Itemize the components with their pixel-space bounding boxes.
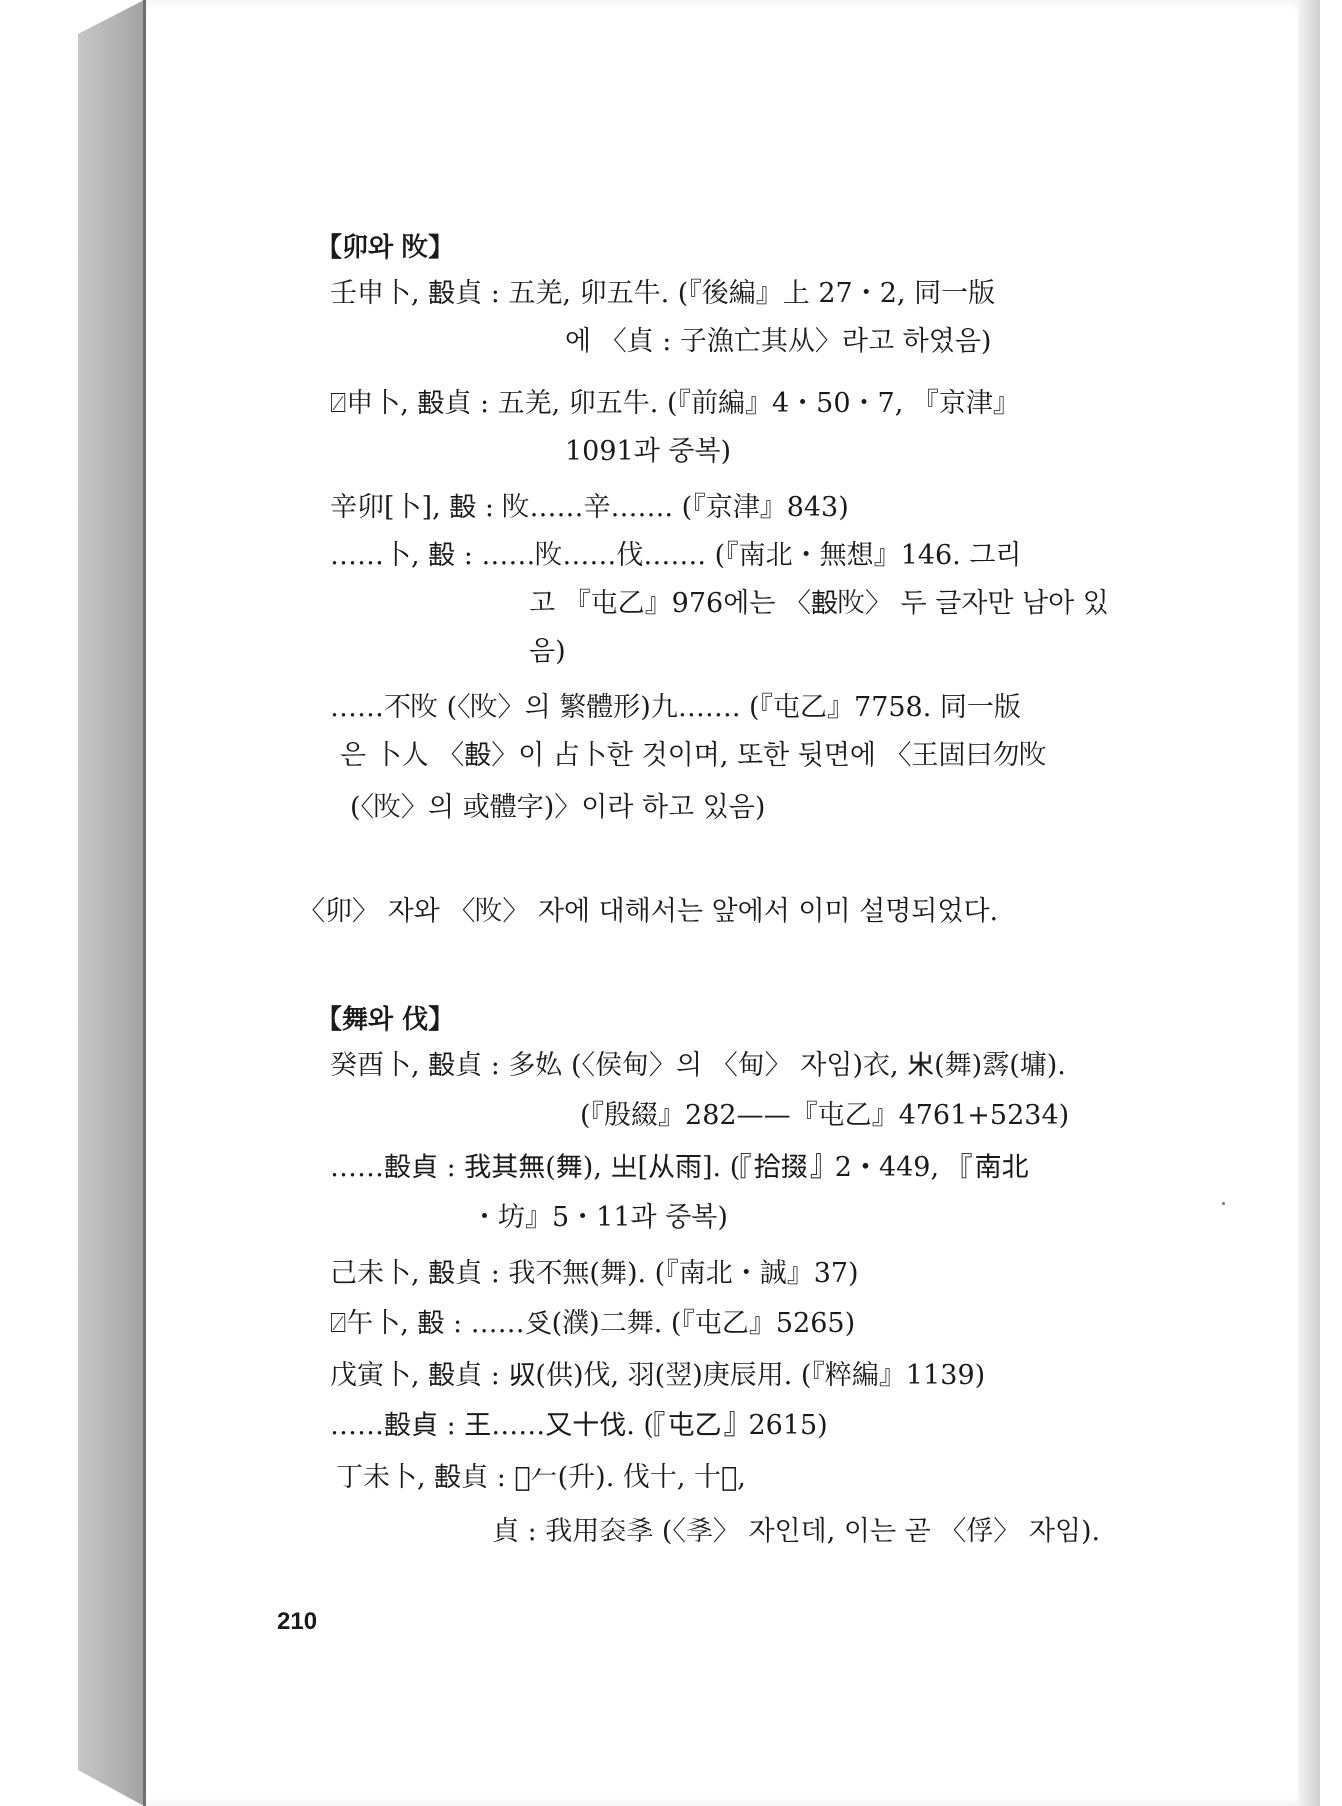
text-line: ・坊』5・11과 중복) xyxy=(471,1202,728,1233)
text-line: 에 〈貞 : 子漁亡其从〉라고 하였음) xyxy=(565,326,992,357)
text-line: (〈𢻮〉의 或體字)〉이라 하고 있음) xyxy=(350,792,766,823)
text-line: 辛卯[卜], 𣪠 : 𢻮……辛……. (『京津』843) xyxy=(330,492,849,523)
book-spine xyxy=(78,0,144,1806)
text-line: 丁未卜, 𣪠貞 : 𨡦𠂉(升). 伐十, 十𡆥, xyxy=(336,1462,746,1493)
body-paragraph: 〈卯〉 자와 〈𢻮〉 자에 대해서는 앞에서 이미 설명되었다. xyxy=(298,896,999,927)
text-line: ……不𢻮 (〈𢻮〉의 繁體形)九……. (『屯乙』7758. 同一版 xyxy=(330,692,1021,723)
page-number: 210 xyxy=(277,1608,318,1635)
text-line: 1091과 중복) xyxy=(565,436,732,467)
section-heading-1: 【卯와 𢻮】 xyxy=(316,233,455,263)
text-line: 戊寅卜, 𣪠貞 : 𠬞(供)伐, 羽(翌)庚辰用. (『粹編』1139) xyxy=(330,1360,986,1391)
section-heading-2: 【舞와 伐】 xyxy=(316,1005,455,1035)
text-line: (『殷綴』282——『屯乙』4761+5234) xyxy=(580,1100,1070,1131)
book-page xyxy=(146,0,1320,1806)
text-line: 은 卜人 〈𣪠〉이 占卜한 것이며, 또한 뒷면에 〈王固曰勿𢻮 xyxy=(340,740,1047,771)
text-line: ……𣪠貞 : 我其無(舞), 㞢[从雨]. (『拾掇』2・449, 『南北 xyxy=(330,1152,1029,1183)
text-line: 고 『屯乙』976에는 〈𣪠𢻮〉 두 글자만 남아 있 xyxy=(529,588,1109,619)
text-line: 己未卜, 𣪠貞 : 我不無(舞). (『南北・誠』37) xyxy=(330,1258,859,1289)
text-line: ⍁申卜, 𣪠貞 : 五羌, 卯五牛. (『前編』4・50・7, 『京津』 xyxy=(330,388,1020,419)
text-line: ⍁午卜, 𣪠 : ……𠬪(濮)二舞. (『屯乙』5265) xyxy=(330,1308,856,1339)
page-content xyxy=(146,0,1320,1806)
text-line: 음) xyxy=(529,636,566,667)
text-line: ……𣪠貞 : 王……又十伐. (『屯乙』2615) xyxy=(330,1410,828,1441)
speck xyxy=(1222,1202,1225,1205)
text-line: 壬申卜, 𣪠貞 : 五羌, 卯五牛. (『後編』上 27・2, 同一版 xyxy=(330,278,996,309)
text-line: 貞 : 我用𡘚𡥈 (〈𡥈〉 자인데, 이는 곧 〈俘〉 자임). xyxy=(492,1516,1101,1547)
text-line: 癸酉卜, 𣪠貞 : 多𡚸 (〈侯甸〉의 〈甸〉 자임)衣, 𣎵(舞)𩃬(墉). xyxy=(330,1050,1066,1081)
text-line: ……卜, 𣪠 : ……𢻮……伐……. (『南北・無想』146. 그리 xyxy=(330,540,1022,571)
